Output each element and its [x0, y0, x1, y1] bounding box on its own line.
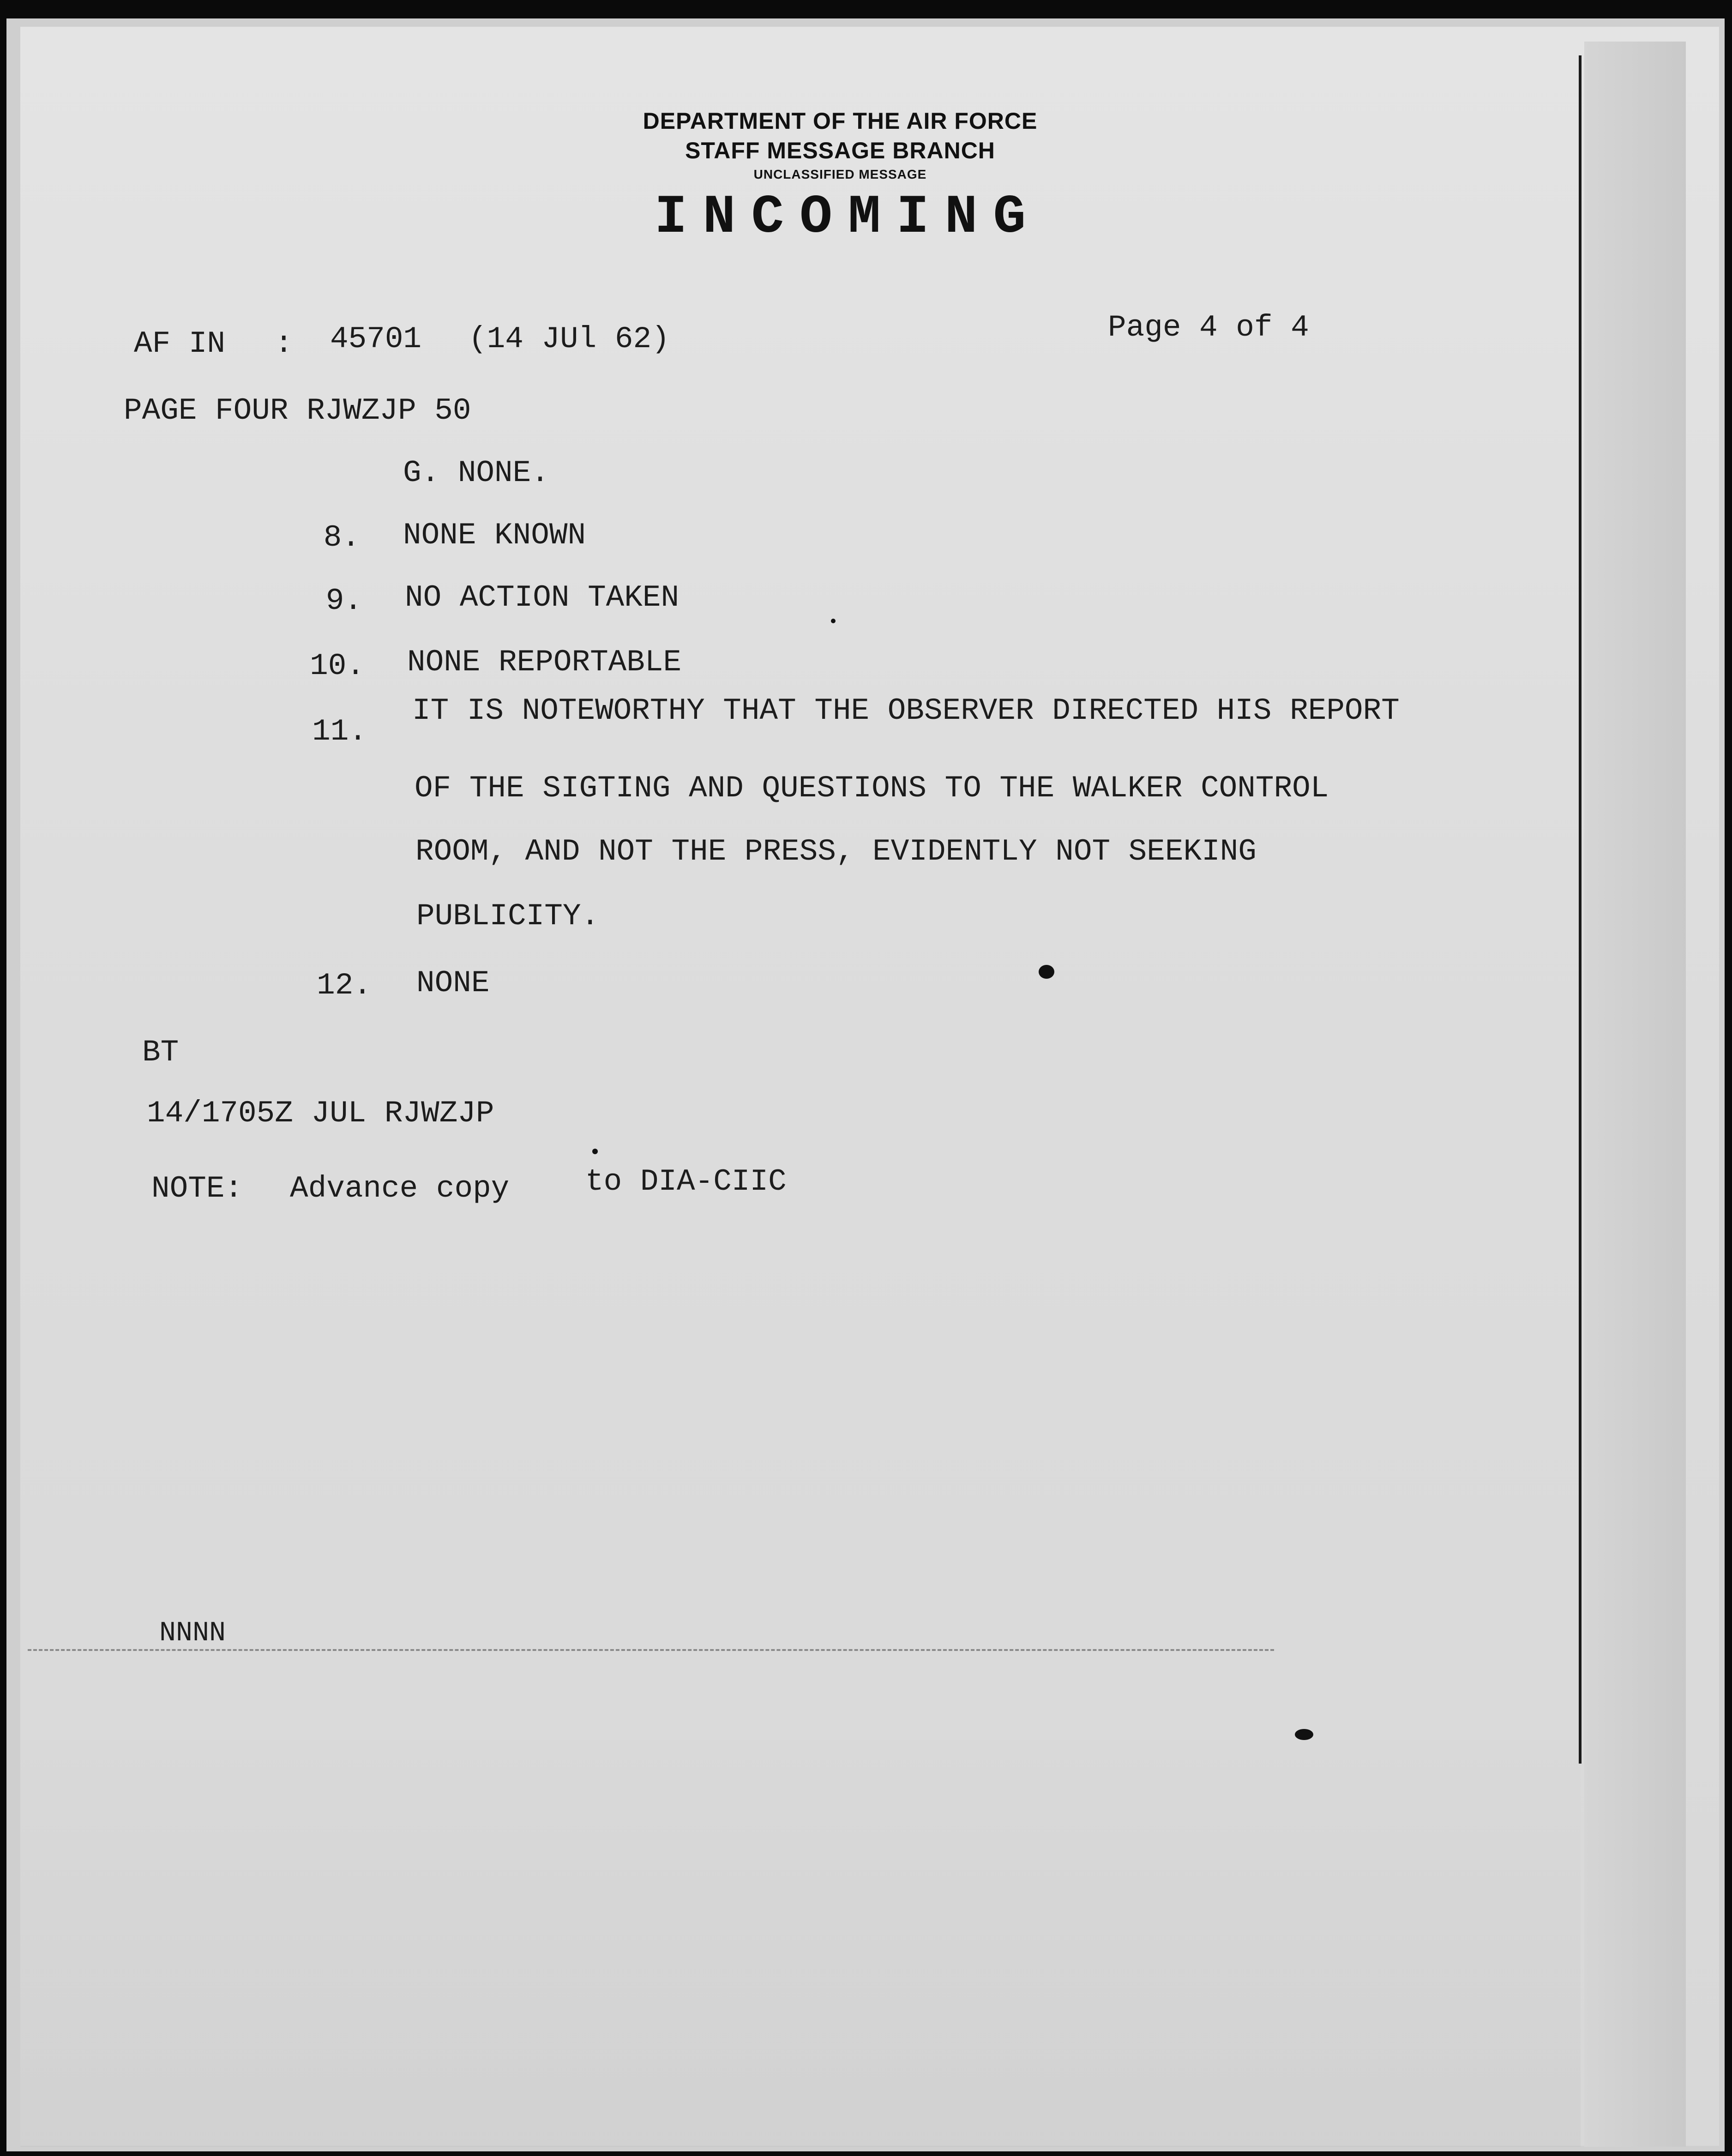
tear-line: [28, 1649, 1274, 1651]
classification-heading: UNCLASSIFIED MESSAGE: [753, 167, 927, 181]
page-right-margin: [1584, 42, 1686, 2147]
incoming-title: INCOMING: [654, 187, 1042, 248]
item-text-11-line-3: ROOM, AND NOT THE PRESS, EVIDENTLY NOT SEEKING: [415, 834, 1257, 869]
item-number-11: 11.: [312, 714, 367, 749]
item-text-9: NO ACTION TAKEN: [405, 580, 680, 615]
af-in-number: 45701: [330, 322, 422, 356]
note-text: Advance copy: [290, 1171, 510, 1206]
ink-speck: [1295, 1729, 1313, 1740]
date-time-group: 14/1705Z JUL RJWZJP: [147, 1096, 494, 1131]
right-margin-rule: [1579, 55, 1582, 1764]
item-number-10: 10.: [310, 649, 365, 683]
item-number-8: 8.: [323, 520, 360, 555]
ink-speck: [831, 619, 836, 623]
af-in-date: (14 JUl 62): [469, 322, 670, 356]
department-heading: DEPARTMENT OF THE AIR FORCE: [643, 108, 1038, 134]
af-in-label: AF IN: [134, 326, 226, 361]
item-text-11-line-2: OF THE SIGTING AND QUESTIONS TO THE WALKER CONTROL: [415, 771, 1329, 806]
ink-speck: [592, 1149, 598, 1154]
item-text-10: NONE REPORTABLE: [407, 645, 682, 680]
item-number-12: 12.: [317, 968, 372, 1003]
page-line: PAGE FOUR RJWZJP 50: [124, 393, 471, 428]
end-of-message-marker: NNNN: [159, 1618, 226, 1649]
item-text-8: NONE KNOWN: [403, 518, 586, 553]
break-marker: BT: [142, 1035, 179, 1070]
page-indicator: Page 4 of 4: [1108, 310, 1309, 345]
note-label: NOTE:: [151, 1171, 243, 1206]
af-in-separator: :: [275, 326, 293, 361]
branch-heading: STAFF MESSAGE BRANCH: [685, 138, 995, 163]
item-number-9: 9.: [325, 584, 362, 618]
note-recipient: to DIA-CIIC: [585, 1164, 787, 1199]
item-text-12: NONE: [416, 966, 490, 1000]
item-text-11-line-4: PUBLICITY.: [416, 899, 600, 933]
item-text-11-line-1: IT IS NOTEWORTHY THAT THE OBSERVER DIRECTED HIS REPORT: [412, 693, 1400, 728]
item-g: G. NONE.: [403, 456, 549, 490]
page-bottom-area: [20, 1708, 1581, 2147]
document-header: [462, 106, 1219, 250]
ink-speck: [1039, 965, 1054, 979]
